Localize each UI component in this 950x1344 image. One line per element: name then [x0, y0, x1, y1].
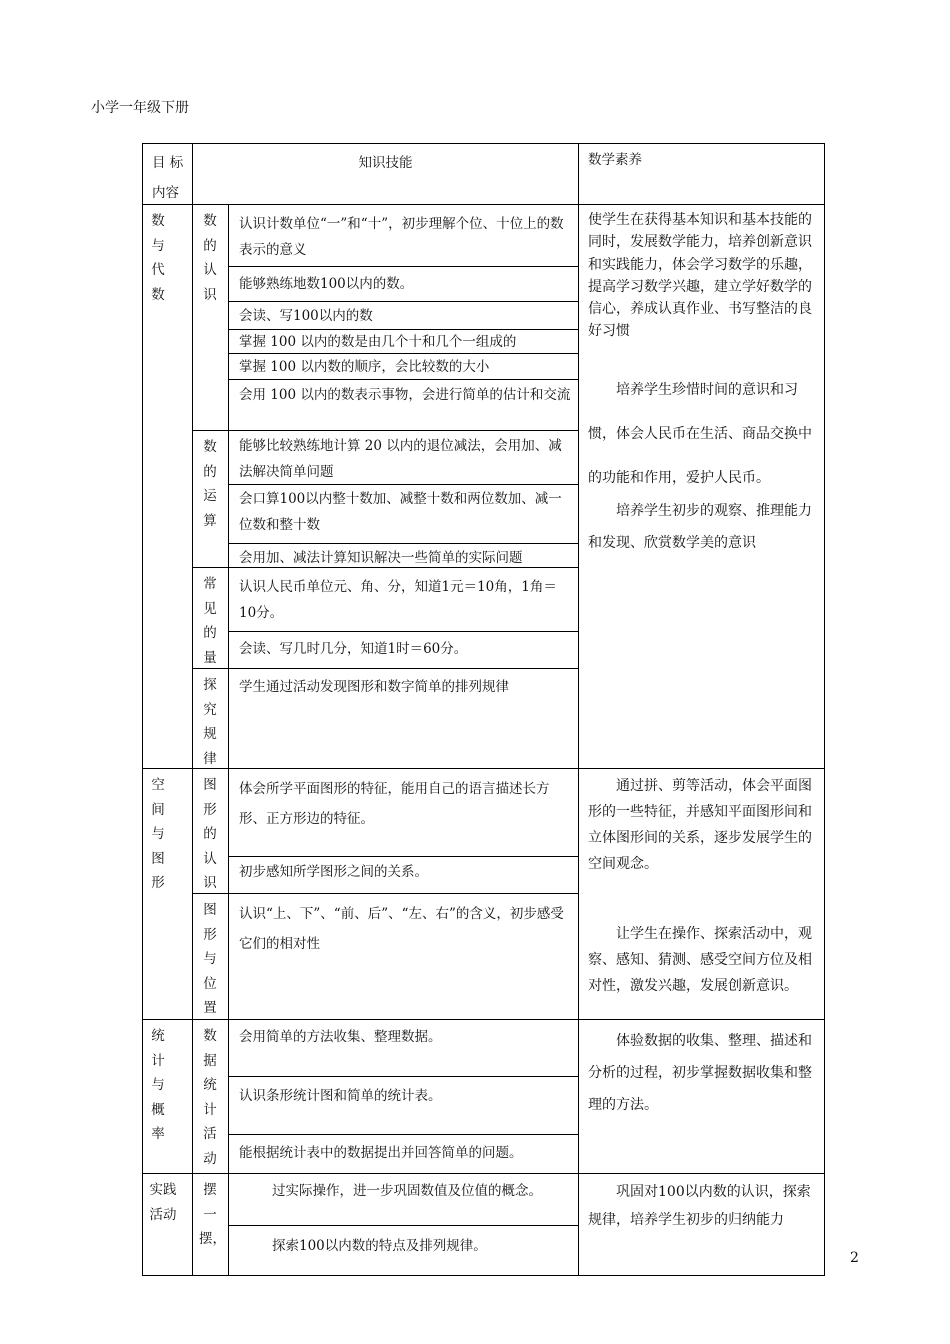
table-border-right: [824, 143, 825, 1276]
knowledge-item: 能够熟练地数100以内的数。: [239, 276, 414, 292]
item-line: [228, 543, 579, 544]
item-line: [228, 301, 579, 302]
item-line: [228, 1076, 579, 1077]
sub-label-number-recognition: 数的认识: [203, 213, 217, 303]
knowledge-item: 认识人民币单位元、角、分，知道1元＝10角，1角＝10分。: [239, 579, 557, 621]
table-border-left: [142, 143, 143, 1276]
knowledge-item: 能够比较熟练地计算 20 以内的退位减法，会用加、减法解决简单问题: [239, 438, 562, 480]
knowledge-item: 会口算100以内整十数加、减整十数和两位数加、减一位数和整十数: [239, 491, 562, 533]
item-line: [228, 1225, 579, 1226]
literacy-text: 让学生在操作、探索活动中，观察、感知、猜测、感受空间方位及相对性，激发兴趣，发展创新意识。: [588, 926, 812, 994]
literacy-text: 体验数据的收集、整理、描述和分析的过程，初步掌握数据收集和整理的方法。: [588, 1033, 812, 1113]
table-border-bottom: [142, 1275, 825, 1276]
sub-label-number-operation: 数的运算: [203, 439, 217, 529]
curriculum-table: [142, 143, 825, 1276]
knowledge-item: 认识“上、下”、“前、后”、“左、右”的含义，初步感受它们的相对性: [239, 906, 564, 952]
col-divider-literacy: [578, 143, 579, 1276]
knowledge-item: 会读、写几时几分，知道1时＝60分。: [239, 641, 468, 657]
literacy-text: 培养学生初步的观察、推理能力和发现、欣赏数学美的意识: [588, 503, 812, 551]
sub-label-data-statistics: 数据统计活动: [203, 1028, 217, 1167]
sub-label-shape-position: 图形与位置: [203, 902, 217, 1016]
sub-label-common-quantity: 常见的量: [203, 576, 217, 666]
literacy-text: 培养学生珍惜时间的意识和习惯，体会人民币在生活、商品交换中的功能和作用，爱护人民币。: [588, 382, 812, 486]
knowledge-item: 能根据统计表中的数据提出并回答简单的问题。: [239, 1145, 523, 1161]
knowledge-item: 学生通过活动发现图形和数字简单的排列规律: [239, 679, 509, 695]
item-line: [228, 1134, 579, 1135]
header-content-label: 内容: [152, 185, 179, 201]
table-border-top: [142, 143, 825, 144]
literacy-text: 使学生在获得基本知识和基本技能的同时，发展数学能力，培养创新意识和实践能力，体会学习数学的乐趣，提高学习数学兴趣，建立学好数学的信心，养成认真作业、书写整洁的良好习惯: [588, 212, 812, 340]
header-target-label: 目 标: [152, 155, 184, 171]
literacy-text: 巩固对100以内数的认识，探索规律，培养学生初步的归纳能力: [588, 1184, 811, 1228]
item-line: [228, 266, 579, 267]
item-line: [228, 631, 579, 632]
sub-label-arrange: 摆一摆，: [199, 1182, 226, 1247]
row-line-head: [142, 204, 825, 205]
sub-line-4: [192, 893, 579, 894]
knowledge-item: 掌握 100 以内的数是由几个十和几个一组成的: [239, 334, 517, 350]
item-line: [228, 856, 579, 857]
col-divider-sub: [228, 204, 229, 1276]
domain-label-number-algebra: 数与代数: [151, 213, 165, 303]
sub-line-3: [192, 668, 579, 669]
knowledge-item: 认识条形统计图和简单的统计表。: [239, 1088, 442, 1104]
row-line-domain2: [142, 1019, 825, 1020]
knowledge-item: 体会所学平面图形的特征，能用自己的语言描述长方形、正方形边的特征。: [239, 781, 550, 827]
page-header-title: 小学一年级下册: [91, 100, 189, 116]
header-literacy: 数学素养: [588, 152, 642, 168]
domain-label-statistics: 统计与概率: [151, 1028, 165, 1142]
domain-label-space-shape: 空间与图形: [151, 777, 165, 891]
sub-label-explore-pattern: 探究规律: [203, 677, 217, 767]
sub-line-1: [192, 430, 579, 431]
knowledge-item: 初步感知所学图形之间的关系。: [239, 864, 428, 880]
row-line-domain1: [142, 768, 825, 769]
knowledge-item: 过实际操作，进一步巩固数值及位值的概念。: [272, 1183, 542, 1199]
sub-label-shape-recognition: 图形的认识: [203, 777, 217, 891]
page-number: 2: [850, 1250, 859, 1266]
header-knowledge: 知识技能: [358, 155, 413, 171]
col-divider-domain: [192, 143, 193, 1276]
literacy-text: 通过拼、剪等活动，体会平面图形的一些特征，并感知平面图形间和立体图形间的关系，逐步发展学生的空间观念。: [588, 778, 812, 872]
row-line-domain3: [142, 1173, 825, 1174]
domain-label-practice: 实践活动: [149, 1182, 177, 1223]
knowledge-item: 会用简单的方法收集、整理数据。: [239, 1029, 442, 1045]
knowledge-item: 会读、写100以内的数: [239, 308, 373, 324]
knowledge-item: 探索100以内数的特点及排列规律。: [272, 1238, 487, 1254]
knowledge-item: 会用加、减法计算知识解决一些简单的实际问题: [239, 550, 523, 566]
knowledge-item: 会用 100 以内的数表示事物，会进行简单的估计和交流: [239, 387, 571, 403]
knowledge-item: 认识计数单位“一”和“十”，初步理解个位、十位上的数表示的意义: [239, 216, 564, 258]
knowledge-item: 掌握 100 以内数的顺序，会比较数的大小: [239, 359, 490, 375]
